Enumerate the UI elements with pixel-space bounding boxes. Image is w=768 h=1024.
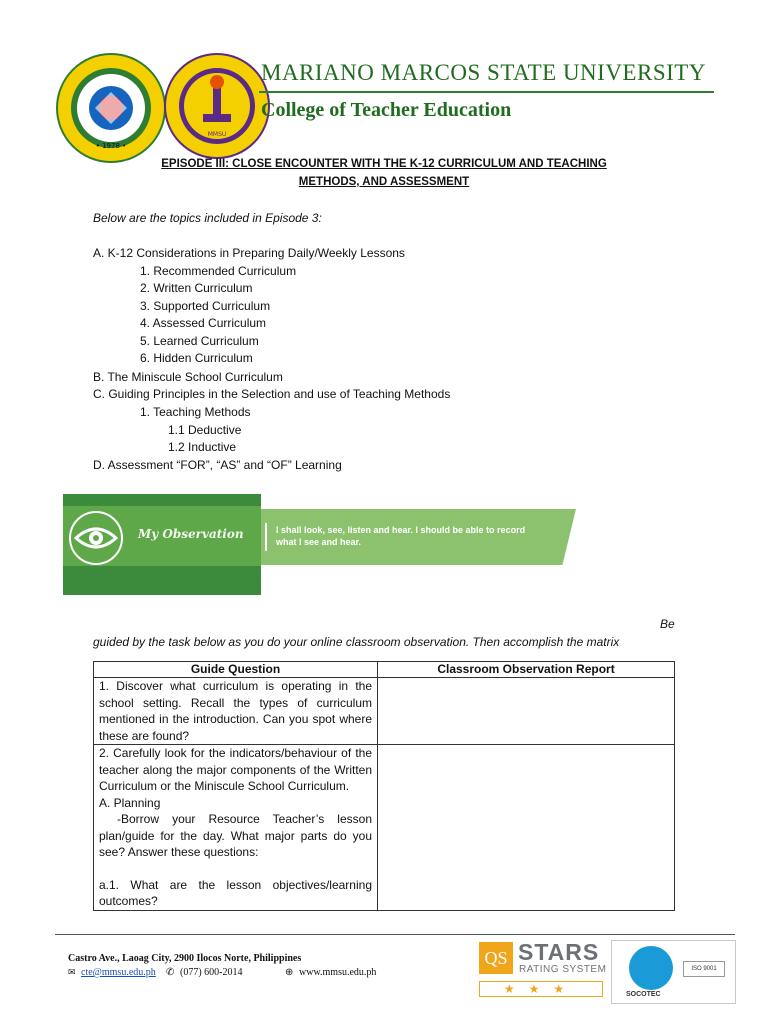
stars-logo-title: STARS	[518, 939, 600, 965]
observation-report-cell-1[interactable]	[378, 678, 675, 745]
episode-title-line2: METHODS, AND ASSESSMENT	[298, 176, 470, 188]
observation-text-line1: I shall look, see, listen and hear. I should be able to record	[276, 525, 526, 535]
eye-icon	[68, 510, 124, 566]
university-name: MARIANO MARCOS STATE UNIVERSITY	[261, 60, 706, 85]
topic-a-5: 5. Learned Curriculum	[140, 334, 259, 348]
college-seal-logo	[163, 52, 271, 160]
header-observation-report: Classroom Observation Report	[378, 662, 675, 678]
university-seal-logo	[55, 52, 167, 164]
qs-logo: QS	[479, 942, 513, 974]
guide-question-2-planning: A. Planning	[99, 795, 161, 810]
svg-text:• 1978 •: • 1978 •	[95, 142, 127, 150]
header-divider	[259, 91, 714, 93]
globe-icon: ⊕	[285, 967, 294, 978]
footer-phone: (077) 600-2014	[180, 967, 243, 978]
topic-b: B. The Miniscule School Curriculum	[93, 370, 283, 384]
topic-c: C. Guiding Principles in the Selection and use of Teaching Methods	[93, 387, 451, 401]
observation-divider	[265, 523, 267, 551]
topic-a-1: 1. Recommended Curriculum	[140, 264, 297, 278]
header-guide-question: Guide Question	[94, 662, 378, 678]
stars-rating-label: RATING SYSTEM	[519, 964, 607, 975]
guided-text-line2: guided by the task below as you do your online classroom observation. Then accomplish the matrix	[93, 635, 620, 649]
footer-email-link[interactable]: cte@mmsu.edu.ph	[81, 967, 156, 978]
episode-title-line1: EPISODE III: CLOSE ENCOUNTER WITH THE K-12 CURRICULUM AND TEACHING	[161, 158, 607, 170]
topic-c-1-1: 1.1 Deductive	[168, 423, 242, 437]
svg-text:MMSU: MMSU	[207, 131, 227, 138]
topic-a: A. K-12 Considerations in Preparing Daily/Weekly Lessons	[93, 246, 405, 260]
topic-c-1-2: 1.2 Inductive	[168, 440, 237, 454]
observation-text-line2: what I see and hear.	[276, 537, 362, 547]
guide-question-2-borrow: -Borrow your Resource Teacher’s lesson plan/guide for the day. What major parts do you see? Answer these questions:	[99, 812, 372, 859]
topic-d: D. Assessment “FOR”, “AS” and “OF” Learning	[93, 458, 342, 472]
observation-label: My Observation	[138, 527, 244, 541]
socotec-label: SOCOTEC	[626, 991, 661, 998]
guide-question-1: 1. Discover what curriculum is operating in the school setting. Recall the types of curriculum mentioned in the introduction. Can you spot where these are found?	[94, 678, 378, 745]
guided-text-line1: Be	[660, 617, 675, 631]
phone-icon: ✆	[166, 967, 175, 978]
guide-question-2-intro: 2. Carefully look for the indicators/behaviour of the teacher along the major components of the Written Curriculum or the Miniscule School Curriculum.	[99, 746, 372, 793]
college-name: College of Teacher Education	[261, 99, 512, 121]
topic-a-3: 3. Supported Curriculum	[140, 299, 271, 313]
footer-address: Castro Ave., Laoag City, 2900 Ilocos Norte, Philippines	[68, 953, 302, 964]
email-icon: ✉	[68, 967, 76, 977]
footer-divider	[55, 934, 735, 935]
observation-report-cell-2[interactable]	[378, 745, 675, 911]
intro-text: Below are the topics included in Episode 3:	[93, 211, 322, 225]
topic-a-6: 6. Hidden Curriculum	[140, 351, 253, 365]
table-row	[94, 745, 675, 911]
guide-question-2	[94, 745, 378, 911]
iso-label: ISO 9001	[683, 961, 725, 977]
table-row	[94, 678, 675, 745]
observation-matrix	[93, 661, 675, 911]
guide-question-2-objectives: a.1. What are the lesson objectives/learning outcomes?	[99, 877, 372, 908]
table-header-row	[94, 662, 675, 678]
topic-a-2: 2. Written Curriculum	[140, 281, 253, 295]
star-rating-icon: ★★★	[479, 981, 603, 997]
footer-website[interactable]: www.mmsu.edu.ph	[299, 967, 377, 978]
socotec-logo-icon	[629, 946, 673, 990]
topic-a-4: 4. Assessed Curriculum	[140, 316, 267, 330]
topic-c-1: 1. Teaching Methods	[140, 405, 251, 419]
